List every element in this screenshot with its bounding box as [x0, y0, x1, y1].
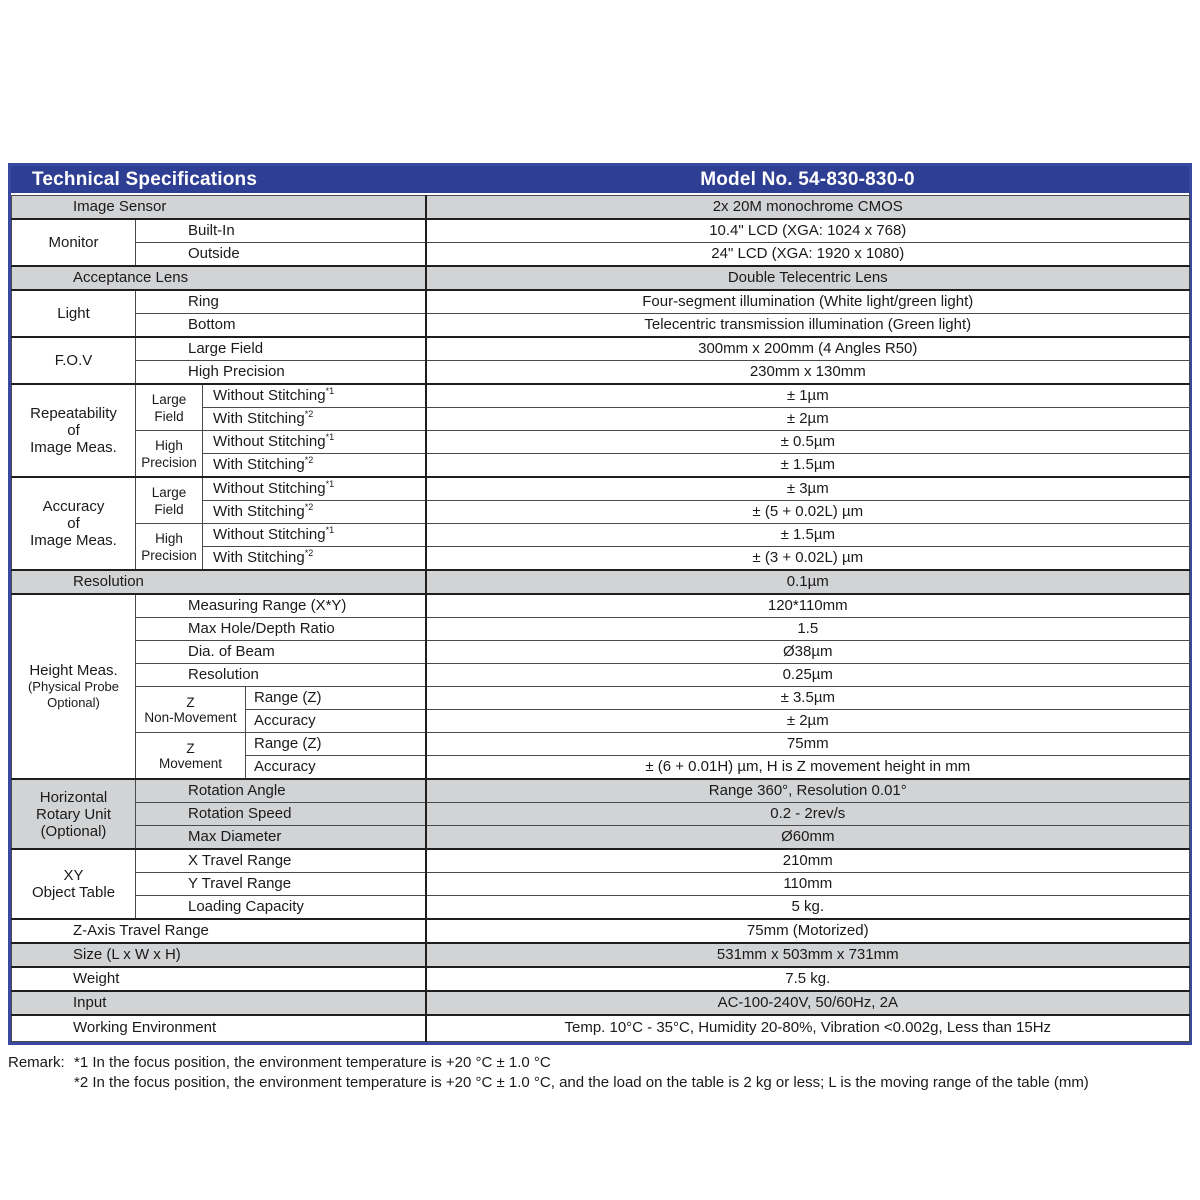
category-label: Height Meas. (Physical Probe Optional) [12, 594, 136, 779]
footnote-marker: *2 [304, 408, 314, 419]
spec-value: 5 kg. [426, 896, 1190, 920]
spec-label: Weight [12, 967, 426, 991]
subcategory-label: High Precision [136, 431, 203, 478]
table-row [12, 826, 1190, 850]
table-row [12, 991, 1190, 1015]
spec-value: 75mm [426, 733, 1190, 756]
table-row [12, 919, 1190, 943]
spec-label: Without Stitching$^{*1}$ [203, 477, 426, 501]
group-height-meas [12, 594, 1190, 779]
group-size [12, 943, 1190, 967]
spec-label: Acceptance Lens [12, 266, 426, 290]
footnote-marker: *1 [325, 385, 335, 396]
spec-value: Ø60mm [426, 826, 1190, 850]
group-weight [12, 967, 1190, 991]
subcategory-label: High Precision [136, 524, 203, 571]
spec-value: Double Telecentric Lens [426, 266, 1190, 290]
table-row [12, 687, 1190, 710]
footnote-marker: *1 [325, 431, 335, 442]
page-title: Technical Specifications [32, 168, 258, 190]
spec-value: ± 1µm [426, 384, 1190, 408]
spec-label: Max Hole/Depth Ratio [136, 618, 426, 641]
spec-label: Size (L x W x H) [12, 943, 426, 967]
spec-label: Large Field [136, 337, 426, 361]
spec-label: With Stitching$^{*2}$ [203, 501, 426, 524]
table-row [12, 1015, 1190, 1042]
spec-value: ± 3.5µm [426, 687, 1190, 710]
spec-label: Dia. of Beam [136, 641, 426, 664]
table-row [12, 803, 1190, 826]
spec-value: ± (5 + 0.02L) µm [426, 501, 1190, 524]
spec-value: Telecentric transmission illumination (Green light) [426, 314, 1190, 338]
subcategory-label: Z Movement [136, 733, 246, 780]
spec-label: With Stitching$^{*2}$ [203, 408, 426, 431]
table-row [12, 196, 1190, 220]
spec-label: With Stitching$^{*2}$ [203, 547, 426, 571]
table-row [12, 243, 1190, 267]
footnote-marker: *1 [325, 524, 335, 535]
table-row [12, 337, 1190, 361]
remark-label: Remark: [8, 1054, 65, 1071]
category-label: Repeatability of Image Meas. [12, 384, 136, 477]
spec-label: Without Stitching$^{*1}$ [203, 524, 426, 547]
category-label: XY Object Table [12, 849, 136, 919]
footnote-marker: *2 [304, 454, 314, 465]
spec-value: 300mm x 200mm (4 Angles R50) [426, 337, 1190, 361]
spec-label: Outside [136, 243, 426, 267]
subcategory-label: Large Field [136, 477, 203, 524]
category-label: Accuracy of Image Meas. [12, 477, 136, 570]
remark-notes [74, 1053, 1192, 1093]
table-row [12, 314, 1190, 338]
group-acceptance-lens [12, 266, 1190, 290]
group-input [12, 991, 1190, 1015]
remark-note: *2 In the focus position, the environment temperature is +20 °C ± 1.0 °C, and the load on the table is 2 kg or less; L is the moving range of the table (mm) [74, 1074, 1089, 1091]
footnote-marker: *2 [304, 501, 314, 512]
table-row [12, 290, 1190, 314]
spec-label: X Travel Range [136, 849, 426, 873]
category-label: Monitor [12, 219, 136, 266]
group-image-sensor [12, 196, 1190, 220]
table-row [12, 266, 1190, 290]
table-row [12, 361, 1190, 385]
spec-table [11, 195, 1190, 1042]
header-right-cell [426, 166, 1189, 193]
spec-label: Y Travel Range [136, 873, 426, 896]
spec-value: 0.2 - 2rev/s [426, 803, 1190, 826]
spec-value: 7.5 kg. [426, 967, 1190, 991]
spec-value: 0.25µm [426, 664, 1190, 687]
spec-label: Without Stitching$^{*1}$ [203, 431, 426, 454]
remark-note: *1 In the focus position, the environment temperature is +20 °C ± 1.0 °C [74, 1054, 551, 1071]
spec-value: Ø38µm [426, 641, 1190, 664]
spec-value: AC-100-240V, 50/60Hz, 2A [426, 991, 1190, 1015]
spec-value: ± 3µm [426, 477, 1190, 501]
group-fov [12, 337, 1190, 384]
category-label: F.O.V [12, 337, 136, 384]
table-header [11, 166, 1189, 195]
spec-label: Accuracy [246, 710, 426, 733]
table-row [12, 873, 1190, 896]
subcategory-label: Z Non-Movement [136, 687, 246, 733]
group-rotary-unit [12, 779, 1190, 849]
spec-label: Bottom [136, 314, 426, 338]
spec-table-container [8, 163, 1192, 1045]
spec-label: Accuracy [246, 756, 426, 780]
group-repeatability [12, 384, 1190, 477]
table-row [12, 570, 1190, 594]
spec-label: Z-Axis Travel Range [12, 919, 426, 943]
spec-value: 1.5 [426, 618, 1190, 641]
table-row [12, 849, 1190, 873]
spec-value: 110mm [426, 873, 1190, 896]
group-light [12, 290, 1190, 337]
spec-label: Measuring Range (X*Y) [136, 594, 426, 618]
table-row [12, 477, 1190, 501]
spec-label: Loading Capacity [136, 896, 426, 920]
group-z-axis [12, 919, 1190, 943]
spec-value: ± 1.5µm [426, 454, 1190, 478]
spec-label: Resolution [136, 664, 426, 687]
category-label: Light [12, 290, 136, 337]
spec-label: Working Environment [12, 1015, 426, 1042]
spec-value: 10.4" LCD (XGA: 1024 x 768) [426, 219, 1190, 243]
spec-label: Input [12, 991, 426, 1015]
spec-label: Ring [136, 290, 426, 314]
table-row [12, 594, 1190, 618]
group-accuracy [12, 477, 1190, 570]
table-row [12, 384, 1190, 408]
category-label: Horizontal Rotary Unit (Optional) [12, 779, 136, 849]
model-number: Model No. 54-830-830-0 [700, 168, 915, 190]
spec-label: Without Stitching$^{*1}$ [203, 384, 426, 408]
table-row [12, 431, 1190, 454]
table-row [12, 896, 1190, 920]
spec-value: ± 0.5µm [426, 431, 1190, 454]
spec-value: ± 2µm [426, 710, 1190, 733]
group-resolution [12, 570, 1190, 594]
table-row [12, 967, 1190, 991]
spec-label: Rotation Angle [136, 779, 426, 803]
spec-value: ± (6 + 0.01H) µm, H is Z movement height in mm [426, 756, 1190, 780]
footnote-marker: *1 [325, 478, 335, 489]
table-row [12, 779, 1190, 803]
table-row [12, 733, 1190, 756]
spec-label: Max Diameter [136, 826, 426, 850]
table-row [12, 943, 1190, 967]
spec-value: Temp. 10°C - 35°C, Humidity 20-80%, Vibration <0.002g, Less than 15Hz [426, 1015, 1190, 1042]
spec-value: 230mm x 130mm [426, 361, 1190, 385]
spec-label: Rotation Speed [136, 803, 426, 826]
spec-label: High Precision [136, 361, 426, 385]
spec-value: 120*110mm [426, 594, 1190, 618]
spec-value: 75mm (Motorized) [426, 919, 1190, 943]
spec-value: 24" LCD (XGA: 1920 x 1080) [426, 243, 1190, 267]
table-row [12, 524, 1190, 547]
spec-label: Image Sensor [12, 196, 426, 220]
group-monitor [12, 219, 1190, 266]
table-row [12, 618, 1190, 641]
spec-value: ± 2µm [426, 408, 1190, 431]
group-working-environment [12, 1015, 1190, 1042]
group-xy-table [12, 849, 1190, 919]
spec-value: Range 360°, Resolution 0.01° [426, 779, 1190, 803]
spec-value: 0.1µm [426, 570, 1190, 594]
spec-value: 2x 20M monochrome CMOS [426, 196, 1190, 220]
remark [8, 1053, 1192, 1093]
subcategory-label: Large Field [136, 384, 203, 431]
spec-label: Resolution [12, 570, 426, 594]
table-row [12, 219, 1190, 243]
spec-label: Range (Z) [246, 687, 426, 710]
table-row [12, 664, 1190, 687]
table-row [12, 641, 1190, 664]
spec-label: Range (Z) [246, 733, 426, 756]
footnote-marker: *2 [304, 547, 314, 558]
spec-value: 210mm [426, 849, 1190, 873]
spec-value: ± (3 + 0.02L) µm [426, 547, 1190, 571]
spec-value: ± 1.5µm [426, 524, 1190, 547]
spec-value: Four-segment illumination (White light/green light) [426, 290, 1190, 314]
spec-label: With Stitching$^{*2}$ [203, 454, 426, 478]
spec-label: Built-In [136, 219, 426, 243]
spec-value: 531mm x 503mm x 731mm [426, 943, 1190, 967]
header-left-cell [11, 166, 426, 193]
